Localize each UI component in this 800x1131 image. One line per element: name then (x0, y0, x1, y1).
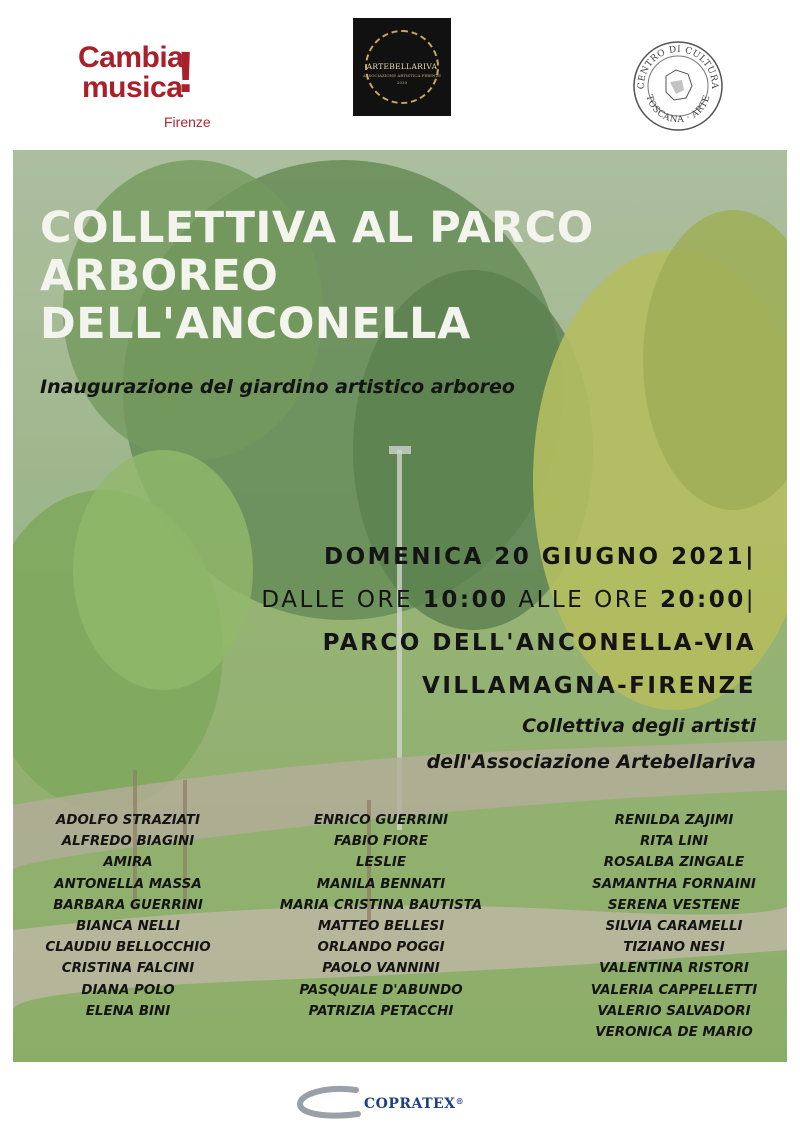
time-start: 10:00 (422, 587, 509, 613)
artist-name: RITA LINI (639, 834, 709, 850)
artist-name: CLAUDIU BELLOCCHIO (45, 940, 211, 956)
logo-city: Firenze (164, 114, 211, 130)
artist-name: FABIO FIORE (334, 834, 428, 850)
artist-name: LESLIE (356, 855, 406, 871)
artist-name: BARBARA GUERRINI (53, 897, 203, 913)
logo-subline: ASSOCIAZIONE ARTISTICA FIRENZE (362, 73, 442, 78)
event-date: DOMENICA 20 GIUGNO 2021| (324, 544, 756, 570)
time-middle: ALLE ORE (508, 587, 661, 613)
centro-cultura-seal (632, 40, 724, 132)
time-suffix: | (745, 587, 756, 613)
artist-name: BIANCA NELLI (75, 919, 180, 935)
artist-name: ADOLFO STRAZIATI (56, 813, 200, 828)
artist-name: VERONICA DE MARIO (595, 1025, 753, 1041)
artist-name: SAMANTHA FORNAINI (592, 876, 756, 892)
artist-name: ORLANDO POGGI (317, 940, 445, 956)
seal-bottom-text: TOSCANA · ARTE (643, 93, 713, 126)
artist-name: VALERIO SALVADORI (597, 1003, 751, 1019)
copratex-logo (296, 1084, 516, 1120)
artist-name: RENILDA ZAJIMI (614, 813, 734, 828)
artists-column-3 (574, 810, 774, 1043)
event-note-line-1: Collettiva degli artisti (522, 715, 756, 737)
artist-name: TIZIANO NESI (623, 940, 725, 956)
logo-name: ARTEBELLARIVA (366, 62, 438, 71)
artist-name: VALENTINA RISTORI (599, 961, 749, 977)
event-place-line-2: VILLAMAGNA-FIRENZE (422, 673, 756, 699)
artist-name: PATRIZIA PETACCHI (308, 1003, 454, 1019)
event-note-line-2: dell'Associazione Artebellariva (426, 751, 756, 773)
event-details (261, 536, 756, 780)
artist-name: SILVIA CARAMELLI (605, 919, 743, 935)
artist-name: PAOLO VANNINI (322, 961, 440, 977)
artebellariva-logo (353, 18, 451, 116)
poster-subtitle: Inaugurazione del giardino artistico arboreo (40, 376, 515, 398)
artists-column-2 (262, 810, 500, 1022)
logo-line-2: musica (82, 71, 183, 104)
poster-title: COLLETTIVA AL PARCO ARBOREO DELL'ANCONELLA (40, 203, 594, 349)
copratex-name (364, 1096, 464, 1112)
cambia-musica-logo (78, 40, 211, 137)
registered-mark: ® (455, 1096, 465, 1106)
artists-column-1 (28, 810, 228, 1022)
event-time (261, 579, 756, 622)
artist-name: ALFREDO BIAGINI (61, 834, 195, 850)
logo-year: 2020 (396, 80, 408, 85)
artist-name: VALERIA CAPPELLETTI (590, 982, 758, 998)
logo-exclamation: ! (176, 40, 196, 105)
artist-name: MANILA BENNATI (316, 876, 446, 892)
artist-name: PASQUALE D'ABUNDO (299, 982, 463, 998)
artist-name: MARIA CRISTINA BAUTISTA (279, 897, 483, 913)
copratex-wordmark: COPRATEX (364, 1096, 456, 1112)
logo-line-1: Cambia (78, 41, 184, 74)
artist-name: DIANA POLO (81, 982, 175, 998)
artist-name: MATTEO BELLESI (317, 919, 445, 935)
seal-top-text: CENTRO DI CULTURA (636, 44, 720, 90)
svg-text:TOSCANA · ARTE (643, 94, 712, 125)
artist-name: CRISTINA FALCINI (61, 961, 195, 977)
artist-name: AMIRA (103, 855, 153, 871)
event-place-line-1: PARCO DELL'ANCONELLA-VIA (322, 630, 756, 656)
artist-name: ROSALBA ZINGALE (603, 855, 745, 871)
time-end: 20:00 (660, 587, 746, 613)
artist-name: ANTONELLA MASSA (54, 876, 202, 892)
time-prefix: DALLE ORE (261, 587, 423, 613)
artist-name: ELENA BINI (85, 1003, 171, 1019)
artist-name: ENRICO GUERRINI (313, 813, 449, 828)
artist-name: SERENA VESTENE (607, 897, 741, 913)
